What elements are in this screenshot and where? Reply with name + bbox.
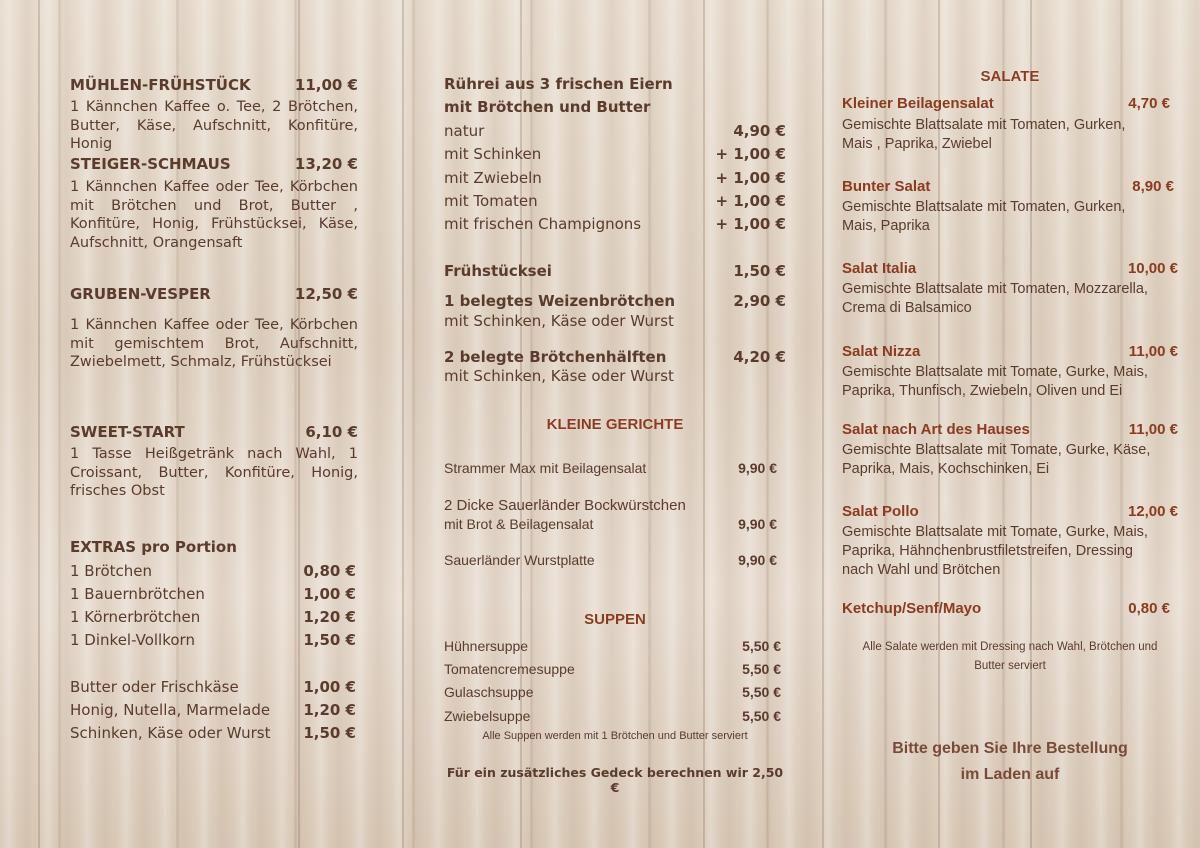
ruehrei-row — [444, 215, 786, 233]
option-price: + 1,00 € — [715, 215, 786, 233]
soup-name: Hühnersuppe — [444, 638, 529, 654]
extra-price: 1,20 € — [303, 608, 356, 626]
wood-seam — [402, 0, 404, 848]
salad-desc-line: Gemischte Blattsalate mit Tomaten, Gurken, — [842, 199, 1126, 215]
item-description: 1 Kännchen Kaffee oder Tee, Körbchen mit Brötchen und Brot, Butter , Konfitüre, Honig, Frühstücksei, Käse, Aufschnitt, Orangensaft — [70, 179, 358, 251]
extra-price: 1,00 € — [303, 585, 356, 603]
salad-desc-line: Gemischte Blattsalate mit Tomate, Gurke, Käse, — [842, 442, 1151, 458]
item-price: 4,20 € — [733, 348, 786, 366]
salad-title: Salat nach Art des Hauses — [842, 421, 1030, 438]
option-name: mit frischen Champignons — [444, 215, 642, 233]
item-title: MÜHLEN-FRÜHSTÜCK — [70, 76, 251, 94]
suppe-row — [444, 708, 781, 724]
salad-desc-line: Gemischte Blattsalate mit Tomaten, Mozzarella, — [842, 281, 1148, 297]
extras-row — [70, 608, 356, 626]
extra-price: 1,20 € — [303, 701, 356, 719]
item-price: 1,50 € — [733, 262, 786, 280]
salad-price: 10,00 € — [1127, 260, 1178, 277]
wood-seam — [38, 0, 40, 848]
item-description: 1 Tasse Heißgetränk nach Wahl, 1 Croissant, Butter, Konfitüre, Honig, frisches Obst — [70, 446, 358, 499]
extra-name: 1 Körnerbrötchen — [70, 608, 201, 626]
kleine-row — [444, 552, 777, 568]
salad-desc-line: Paprika, Mais, Kochschinken, Ei — [842, 461, 1050, 477]
gedeck-note: Für ein zusätzliches Gedeck berechnen wir 2,50 € — [446, 765, 784, 795]
salad-desc-line: nach Wahl und Brötchen — [842, 562, 1001, 578]
salad-price: 12,00 € — [1127, 503, 1178, 520]
menu-item-fruehstuecksei — [444, 262, 786, 280]
salad-title: Bunter Salat — [842, 178, 931, 195]
item-title: STEIGER-SCHMAUS — [70, 155, 231, 173]
option-price: + 1,00 € — [715, 169, 786, 187]
dish-name: 2 Dicke Sauerländer Bockwürstchen — [444, 497, 686, 514]
kleine-row — [444, 460, 777, 476]
item-subtitle: mit Schinken, Käse oder Wurst — [444, 367, 674, 385]
extra-name: 1 Bauernbrötchen — [70, 585, 205, 603]
dish-price: 9,90 € — [738, 516, 777, 532]
dish-price: 9,90 € — [738, 552, 777, 568]
extras-row — [70, 631, 356, 649]
order-note-line: Bitte geben Sie Ihre Bestellung — [892, 740, 1128, 757]
soup-price: 5,50 € — [742, 684, 781, 700]
section-heading-salate: SALATE — [980, 68, 1040, 85]
salad-title: Salat Italia — [842, 260, 917, 277]
wood-seam — [822, 0, 824, 848]
extra-name: 1 Dinkel-Vollkorn — [70, 631, 195, 649]
salad-desc-line: Gemischte Blattsalate mit Tomaten, Gurken, — [842, 117, 1126, 133]
item-title: 2 belegte Brötchenhälften — [444, 348, 667, 366]
ruehrei-subtitle: mit Brötchen und Butter — [444, 98, 651, 116]
item-subtitle: mit Schinken, Käse oder Wurst — [444, 312, 674, 330]
item-price: 6,10 € — [305, 423, 358, 441]
extra-price: 0,80 € — [303, 562, 356, 580]
extras-row — [70, 724, 356, 742]
option-name: mit Tomaten — [444, 192, 538, 210]
salad-title: Salat Nizza — [842, 343, 921, 360]
dish-name: Strammer Max mit Beilagensalat — [444, 460, 647, 476]
section-heading-suppen: SUPPEN — [584, 611, 646, 628]
dish-name: Sauerländer Wurstplatte — [444, 552, 595, 568]
item-price: 13,20 € — [294, 155, 358, 173]
extra-price: 1,50 € — [303, 724, 356, 742]
menu-item-sweet — [70, 423, 358, 441]
soup-note: Alle Suppen werden mit 1 Brötchen und Butter serviert — [482, 730, 748, 742]
section-heading-kleine-gerichte: KLEINE GERICHTE — [546, 416, 684, 433]
extra-price: 1,50 € — [303, 631, 356, 649]
extra-name: Schinken, Käse oder Wurst — [70, 724, 271, 742]
salad-title: Kleiner Beilagensalat — [842, 95, 994, 112]
ruehrei-row — [444, 145, 786, 163]
ketchup-price: 0,80 € — [1128, 600, 1170, 617]
option-name: natur — [444, 122, 485, 140]
item-title: GRUBEN-VESPER — [70, 285, 211, 303]
salad-note-line: Alle Salate werden mit Dressing nach Wahl, Brötchen und — [862, 641, 1158, 653]
salad-desc-line: Gemischte Blattsalate mit Tomate, Gurke, Mais, — [842, 524, 1148, 540]
suppe-row — [444, 638, 781, 654]
salad-desc-line: Mais, Paprika — [842, 218, 930, 234]
item-price: 11,00 € — [294, 76, 358, 94]
item-description: 1 Kännchen Kaffee oder Tee, Körbchen mit gemischtem Brot, Aufschnitt, Zwiebelmett, Schmalz, Frühstücksei — [70, 317, 358, 370]
option-name: mit Zwiebeln — [444, 169, 542, 187]
menu-item-gruben — [70, 285, 358, 303]
salad-desc-line: Paprika, Hähnchenbrustfiletstreifen, Dressing — [842, 543, 1133, 559]
suppe-row — [444, 661, 781, 677]
salad-price: 4,70 € — [1128, 95, 1170, 112]
item-title: 1 belegtes Weizenbrötchen — [444, 292, 676, 310]
item-title: SWEET-START — [70, 423, 185, 441]
kleine-row — [444, 516, 777, 532]
extra-name: Butter oder Frischkäse — [70, 678, 239, 696]
order-note-line: im Laden auf — [960, 766, 1060, 783]
option-price: + 1,00 € — [715, 145, 786, 163]
item-price: 2,90 € — [733, 292, 786, 310]
extra-name: 1 Brötchen — [70, 562, 152, 580]
salad-note-line: Butter serviert — [974, 660, 1046, 672]
extras-row — [70, 678, 356, 696]
soup-price: 5,50 € — [742, 638, 781, 654]
salad-desc-line: Paprika, Thunfisch, Zwiebeln, Oliven und Ei — [842, 383, 1123, 399]
salad-price: 11,00 € — [1128, 343, 1178, 360]
dish-name: mit Brot & Beilagensalat — [444, 516, 594, 532]
option-name: mit Schinken — [444, 145, 542, 163]
salad-desc-line: Gemischte Blattsalate mit Tomate, Gurke, Mais, — [842, 364, 1148, 380]
extra-name: Honig, Nutella, Marmelade — [70, 701, 271, 719]
menu-item-weizen — [444, 292, 786, 310]
salad-price: 11,00 € — [1128, 421, 1178, 438]
item-title: Frühstücksei — [444, 262, 552, 280]
menu-item-steiger — [70, 155, 358, 173]
soup-name: Tomatencremesuppe — [444, 661, 575, 677]
option-price: 4,90 € — [733, 122, 786, 140]
extras-row — [70, 585, 356, 603]
ruehrei-row — [444, 122, 786, 140]
ruehrei-row — [444, 192, 786, 210]
extras-heading: EXTRAS pro Portion — [70, 538, 237, 556]
menu-item-haelften — [444, 348, 786, 366]
extras-row — [70, 562, 356, 580]
ruehrei-title: Rührei aus 3 frischen Eiern — [444, 75, 673, 93]
item-price: 12,50 € — [294, 285, 358, 303]
ruehrei-row — [444, 169, 786, 187]
salad-title: Salat Pollo — [842, 503, 919, 520]
menu-item-muehlen — [70, 76, 358, 94]
extras-row — [70, 701, 356, 719]
dish-price: 9,90 € — [738, 460, 777, 476]
item-description: 1 Kännchen Kaffee o. Tee, 2 Brötchen, Butter, Käse, Aufschnitt, Konfitüre, Honig — [70, 99, 358, 152]
salad-desc-line: Mais , Paprika, Zwiebel — [842, 136, 992, 152]
soup-name: Zwiebelsuppe — [444, 708, 531, 724]
soup-price: 5,50 € — [742, 661, 781, 677]
ketchup-title: Ketchup/Senf/Mayo — [842, 600, 982, 617]
salad-desc-line: Crema di Balsamico — [842, 300, 972, 316]
salad-price: 8,90 € — [1132, 178, 1174, 195]
soup-price: 5,50 € — [742, 708, 781, 724]
option-price: + 1,00 € — [715, 192, 786, 210]
suppe-row — [444, 684, 781, 700]
soup-name: Gulaschsuppe — [444, 684, 534, 700]
extra-price: 1,00 € — [303, 678, 356, 696]
